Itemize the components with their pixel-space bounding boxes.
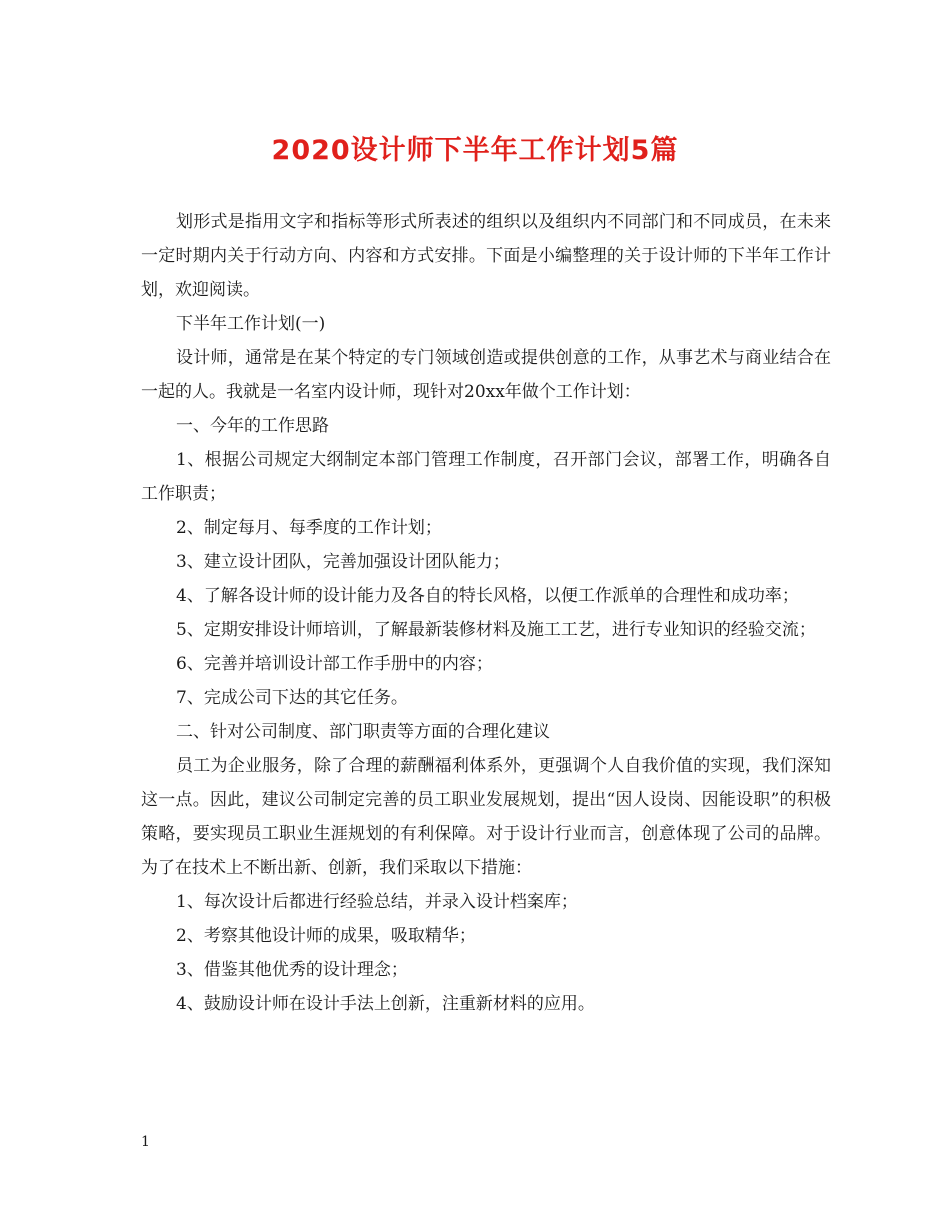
list-item: 5、定期安排设计师培训，了解最新装修材料及施工工艺，进行专业知识的经验交流； [176,620,816,640]
list-item: 2、考察其他设计师的成果，吸取精华； [176,926,476,946]
paragraph: 员工为企业服务，除了合理的薪酬福利体系外，更强调个人自我价值的实现，我们深知这一点。因此，建议公司制定完善的员工职业发展规划，提出“因人设岗、因能设职”的积极策略，要实现员工职业生涯规划的有利保障。对于设计行业而言，创意体现了公司的品牌。为了在技术上不断出新、创新，我们采取以下措施： [141,756,831,878]
paragraph: 设计师，通常是在某个特定的专门领域创造或提供创意的工作，从事艺术与商业结合在一起的人。我就是一名室内设计师，现针对20xx年做个工作计划： [141,348,831,402]
document-title: 2020设计师下半年工作计划5篇 [271,135,679,166]
document-body [141,205,831,1021]
list-item: 6、完善并培训设计部工作手册中的内容； [176,654,493,674]
list-item: 7、完成公司下达的其它任务。 [176,688,408,708]
paragraph: 下半年工作计划(一) [176,314,326,334]
section-heading: 二、针对公司制度、部门职责等方面的合理化建议 [176,722,550,742]
page-number: 1 [141,1134,150,1150]
list-item: 3、借鉴其他优秀的设计理念； [176,960,408,980]
list-item: 1、根据公司规定大纲制定本部门管理工作制度，召开部门会议，部署工作，明确各自工作职责； [141,450,831,504]
list-item: 3、建立设计团队，完善加强设计团队能力； [176,552,510,572]
paragraph: 划形式是指用文字和指标等形式所表述的组织以及组织内不同部门和不同成员，在未来一定时期内关于行动方向、内容和方式安排。下面是小编整理的关于设计师的下半年工作计划，欢迎阅读。 [141,212,831,300]
list-item: 4、了解各设计师的设计能力及各自的特长风格，以便工作派单的合理性和成功率； [176,586,799,606]
list-item: 2、制定每月、每季度的工作计划； [176,518,442,538]
section-heading: 一、今年的工作思路 [176,416,329,436]
list-item: 4、鼓励设计师在设计手法上创新，注重新材料的应用。 [176,994,595,1014]
list-item: 1、每次设计后都进行经验总结，并录入设计档案库； [176,892,578,912]
